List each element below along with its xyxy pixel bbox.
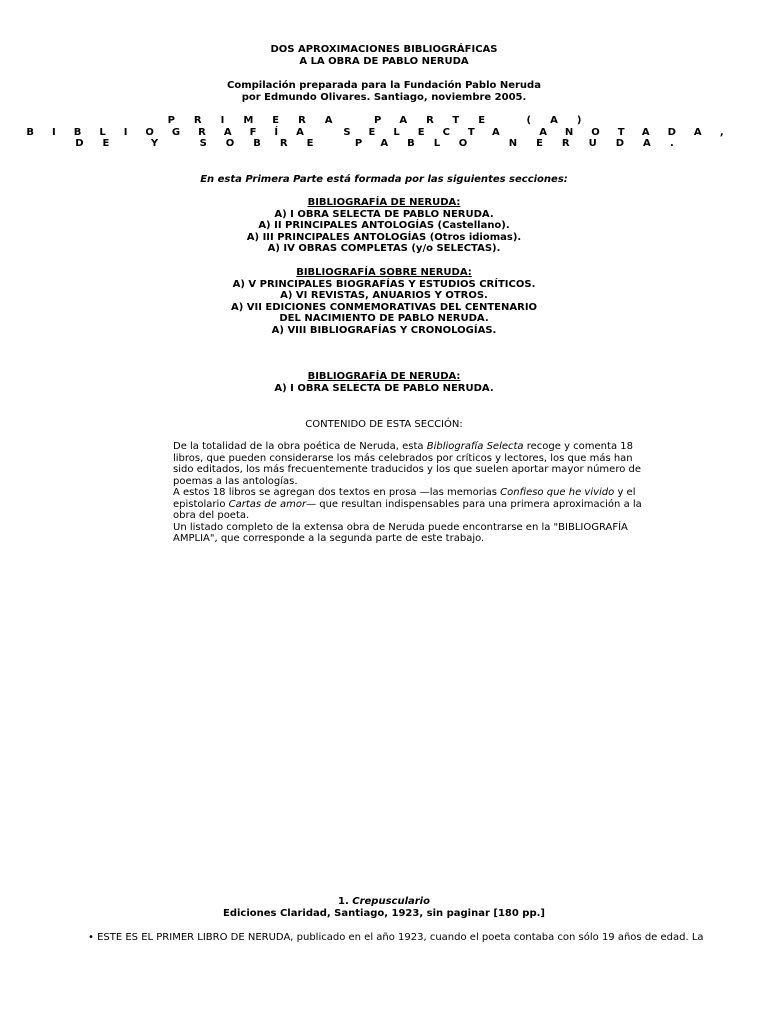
- emphasis-cartas-de-amor: Cartas de amor: [228, 498, 307, 510]
- toc-group-2: [0, 267, 768, 336]
- entry-publication: Ediciones Claridad, Santiago, 1923, sin paginar [180 pp.]: [222, 907, 545, 919]
- paragraph-2: A estos 18 libros se agregan dos textos en prosa —las memorias Confieso que he vivido y el epistolario Cartas de amor— que resultan indispensables para una primera aproximación a la obra del poeta.: [173, 487, 642, 521]
- entry-title-line: [0, 896, 768, 908]
- title-line-2: A LA OBRA DE PABLO NERUDA: [299, 55, 469, 67]
- compilation-line-1: Compilación preparada para la Fundación Pablo Neruda: [227, 80, 541, 91]
- part-line-2: BIBLIOGRAFÍA SELECTA ANOTADA,: [26, 126, 742, 138]
- toc-item: A) VI REVISTAS, ANUARIOS Y OTROS.: [280, 290, 488, 301]
- toc-item: DEL NACIMIENTO DE PABLO NERUDA.: [279, 313, 489, 324]
- toc-item: A) IV OBRAS COMPLETAS (y/o SELECTAS).: [267, 243, 501, 254]
- section-title: BIBLIOGRAFÍA DE NERUDA:: [307, 371, 461, 382]
- toc-item: A) II PRINCIPALES ANTOLOGÍAS (Castellano).: [258, 220, 510, 231]
- toc-item: A) VIII BIBLIOGRAFÍAS Y CRONOLOGÍAS.: [271, 324, 497, 336]
- section-subtitle: A) I OBRA SELECTA DE PABLO NERUDA.: [274, 382, 494, 394]
- toc-item: A) VII EDICIONES CONMEMORATIVAS DEL CENTENARIO: [230, 301, 538, 313]
- toc-group-1-title: BIBLIOGRAFÍA DE NERUDA:: [307, 197, 461, 208]
- entry-number: 1.: [338, 896, 353, 907]
- entry-book-title: Crepusculario: [352, 896, 430, 907]
- part-line-1: PRIMERA PARTE (A): [167, 115, 601, 126]
- entry-note-text: ESTE ES EL PRIMER LIBRO DE NERUDA, publicado en el año 1923, cuando el poeta contaba con sólo 19 años de edad. La: [93, 932, 704, 943]
- paragraph-1: De la totalidad de la obra poética de Neruda, esta Bibliografía Selecta recoge y comenta 18 libros, que pueden considerarse los más celebrados por críticos y lectores, los que más han sido editados, los más frecuentemente traducidos y los que suelen aportar mayor número de poemas a las antologías.: [173, 441, 642, 487]
- bullet-icon: •: [88, 932, 94, 943]
- toc-group-2-title: BIBLIOGRAFÍA SOBRE NERUDA:: [296, 267, 472, 278]
- toc-item: A) V PRINCIPALES BIOGRAFÍAS Y ESTUDIOS CRÍTICOS.: [232, 278, 536, 290]
- contents-heading: CONTENIDO DE ESTA SECCIÓN:: [305, 419, 463, 430]
- toc-item: A) III PRINCIPALES ANTOLOGÍAS (Otros idiomas).: [246, 231, 522, 243]
- toc-group-1: [0, 197, 768, 255]
- toc-item: A) I OBRA SELECTA DE PABLO NERUDA.: [274, 208, 494, 220]
- compilation-line-2: por Edmundo Olivares. Santiago, noviembre 2005.: [241, 91, 527, 103]
- part-heading: [0, 115, 768, 150]
- emphasis-confieso: Confieso que he vivido: [500, 487, 615, 498]
- title-line-1: DOS APROXIMACIONES BIBLIOGRÁFICAS: [270, 44, 498, 55]
- section-heading: [0, 371, 768, 394]
- intro-text: En esta Primera Parte está formada por las siguientes secciones:: [200, 174, 568, 185]
- part-line-3: DE Y SOBRE PABLO NERUDA.: [75, 138, 693, 149]
- entry-heading: [0, 896, 768, 919]
- section-body: [173, 441, 643, 545]
- compilation-note: [0, 80, 768, 103]
- entry-note: [88, 932, 704, 944]
- paragraph-3: Un listado completo de la extensa obra de Neruda puede encontrarse en la "BIBLIOGRAFÍA AMPLIA", que corresponde a la segunda parte de este trabajo.: [173, 521, 628, 544]
- emphasis-bibliografia-selecta: Bibliografía Selecta: [426, 441, 524, 452]
- document-title: [0, 44, 768, 67]
